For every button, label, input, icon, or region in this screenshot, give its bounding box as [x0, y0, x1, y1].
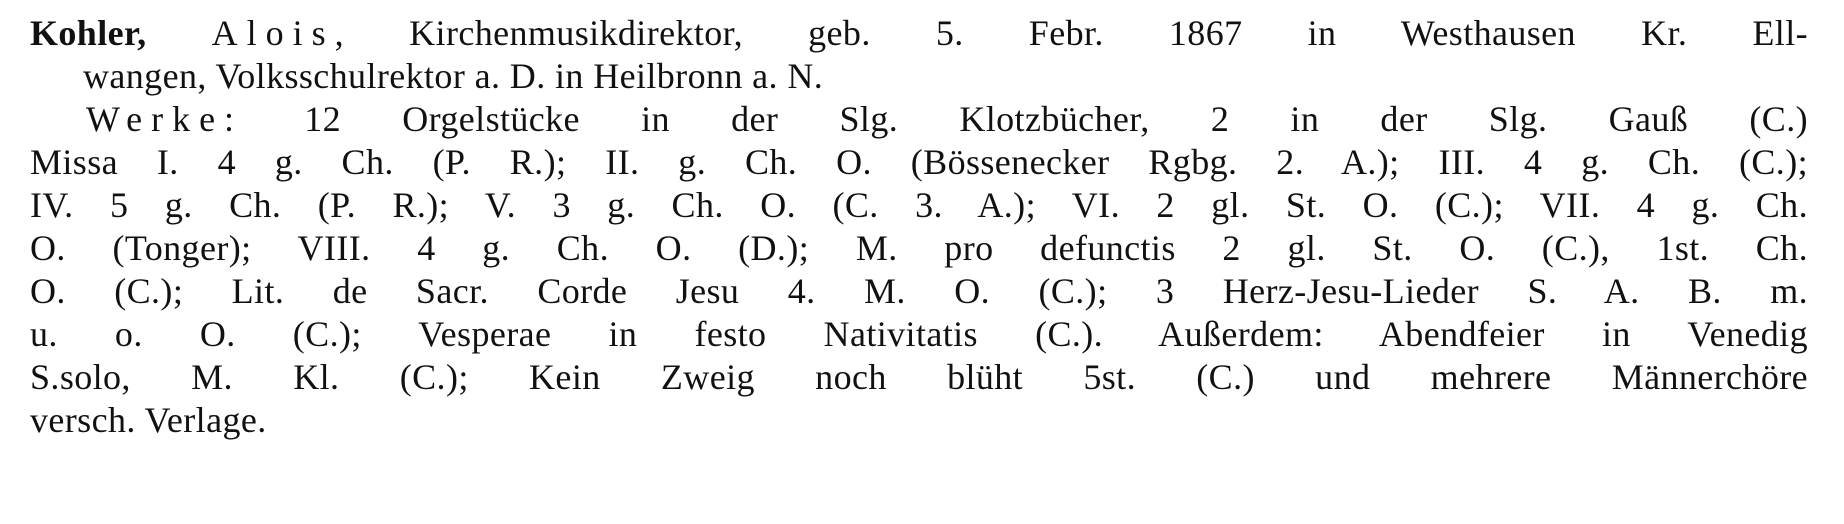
works-line-2: Missa I. 4 g. Ch. (P. R.); II. g. Ch. O. (Bössenecker Rgbg. 2. A.); III. 4 g. Ch. (C.); — [30, 142, 1808, 182]
biographical-entry — [30, 12, 1808, 442]
entry-header-line-2: wangen, Volksschulrektor a. D. in Heilbronn a. N. — [83, 56, 824, 96]
works-label: Werke: — [86, 99, 244, 139]
works-line-6: u. o. O. (C.); Vesperae in festo Nativitatis (C.). Außerdem: Abendfeier in Venedig — [30, 314, 1808, 354]
entry-header-line-1 — [30, 12, 1808, 55]
entry-header-line-1-text: , Kirchenmusikdirektor, geb. 5. Febr. 1867 in Westhausen Kr. Ell- — [334, 13, 1808, 53]
works-line-7: S.solo, M. Kl. (C.); Kein Zweig noch blüht 5st. (C.) und mehrere Männerchöre — [30, 357, 1808, 397]
works-line-1-text: 12 Orgelstücke in der Slg. Klotzbücher, 2 in der Slg. Gauß (C.) — [243, 99, 1808, 139]
works-line-3: IV. 5 g. Ch. (P. R.); V. 3 g. Ch. O. (C. 3. A.); VI. 2 gl. St. O. (C.); VII. 4 g. Ch. — [30, 185, 1808, 225]
works-line-8: versch. Verlage. — [30, 400, 267, 440]
entry-surname: Kohler, — [30, 13, 147, 53]
works-line-5: O. (C.); Lit. de Sacr. Corde Jesu 4. M. O. (C.); 3 Herz-Jesu-Lieder S. A. B. m. — [30, 271, 1808, 311]
works-line-4: O. (Tonger); VIII. 4 g. Ch. O. (D.); M. pro defunctis 2 gl. St. O. (C.), 1st. Ch. — [30, 228, 1808, 268]
works-line-1 — [30, 98, 1808, 141]
entry-given-name: Alois — [211, 13, 335, 53]
